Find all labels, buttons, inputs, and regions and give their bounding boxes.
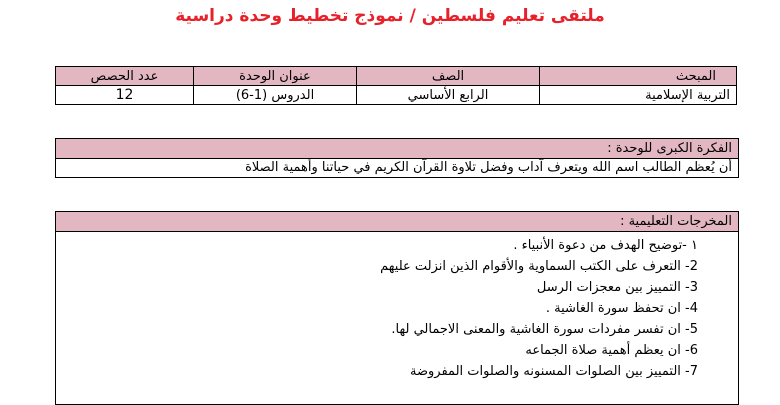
header-lesson-count: عدد الحصص	[56, 67, 194, 86]
header-unit-title: عنوان الوحدة	[194, 67, 357, 86]
list-item: 7- التمييز بين الصلوات المسنونه والصلوات المفروضة	[410, 364, 698, 379]
big-idea-box	[55, 138, 739, 178]
cell-subject: التربية الإسلامية	[540, 86, 737, 105]
list-item: 4- ان تحفظ سورة الغاشية .	[545, 301, 698, 316]
big-idea-text: أن يُعظم الطالب اسم الله ويتعرف آداب وفضل تلاوة القرآن الكريم في حياتنا وأهمية الصلاة	[245, 160, 732, 175]
outcomes-box	[55, 211, 739, 405]
list-item: 5- ان تفسر مفردات سورة الغاشية والمعنى الاجمالي لها.	[391, 322, 698, 337]
header-grade: الصف	[357, 67, 540, 86]
table-row	[56, 86, 737, 105]
header-subject: المبحث	[540, 67, 737, 86]
outcomes-list	[56, 232, 738, 382]
big-idea-heading: الفكرة الكبرى للوحدة :	[56, 139, 738, 159]
page-title: ملتقى تعليم فلسطين / نموذج تخطيط وحدة دراسية	[175, 6, 605, 26]
outcomes-heading: المخرجات التعليمية :	[56, 212, 738, 232]
list-item: 3- التمييز بين معجزات الرسل	[536, 280, 698, 295]
cell-lesson-count: 12	[56, 86, 194, 105]
cell-unit-title: الدروس (1-6)	[194, 86, 357, 105]
list-item: ١ -توضيح الهدف من دعوة الأنبياء .	[513, 238, 698, 253]
unit-info-table	[55, 66, 737, 105]
list-item: 2- التعرف على الكتب السماوية والأقوام الذين انزلت عليهم	[380, 259, 698, 274]
table-header-row	[56, 67, 737, 86]
cell-grade: الرابع الأساسي	[357, 86, 540, 105]
list-item: 6- ان يعظم أهمية صلاة الجماعه	[525, 343, 698, 358]
